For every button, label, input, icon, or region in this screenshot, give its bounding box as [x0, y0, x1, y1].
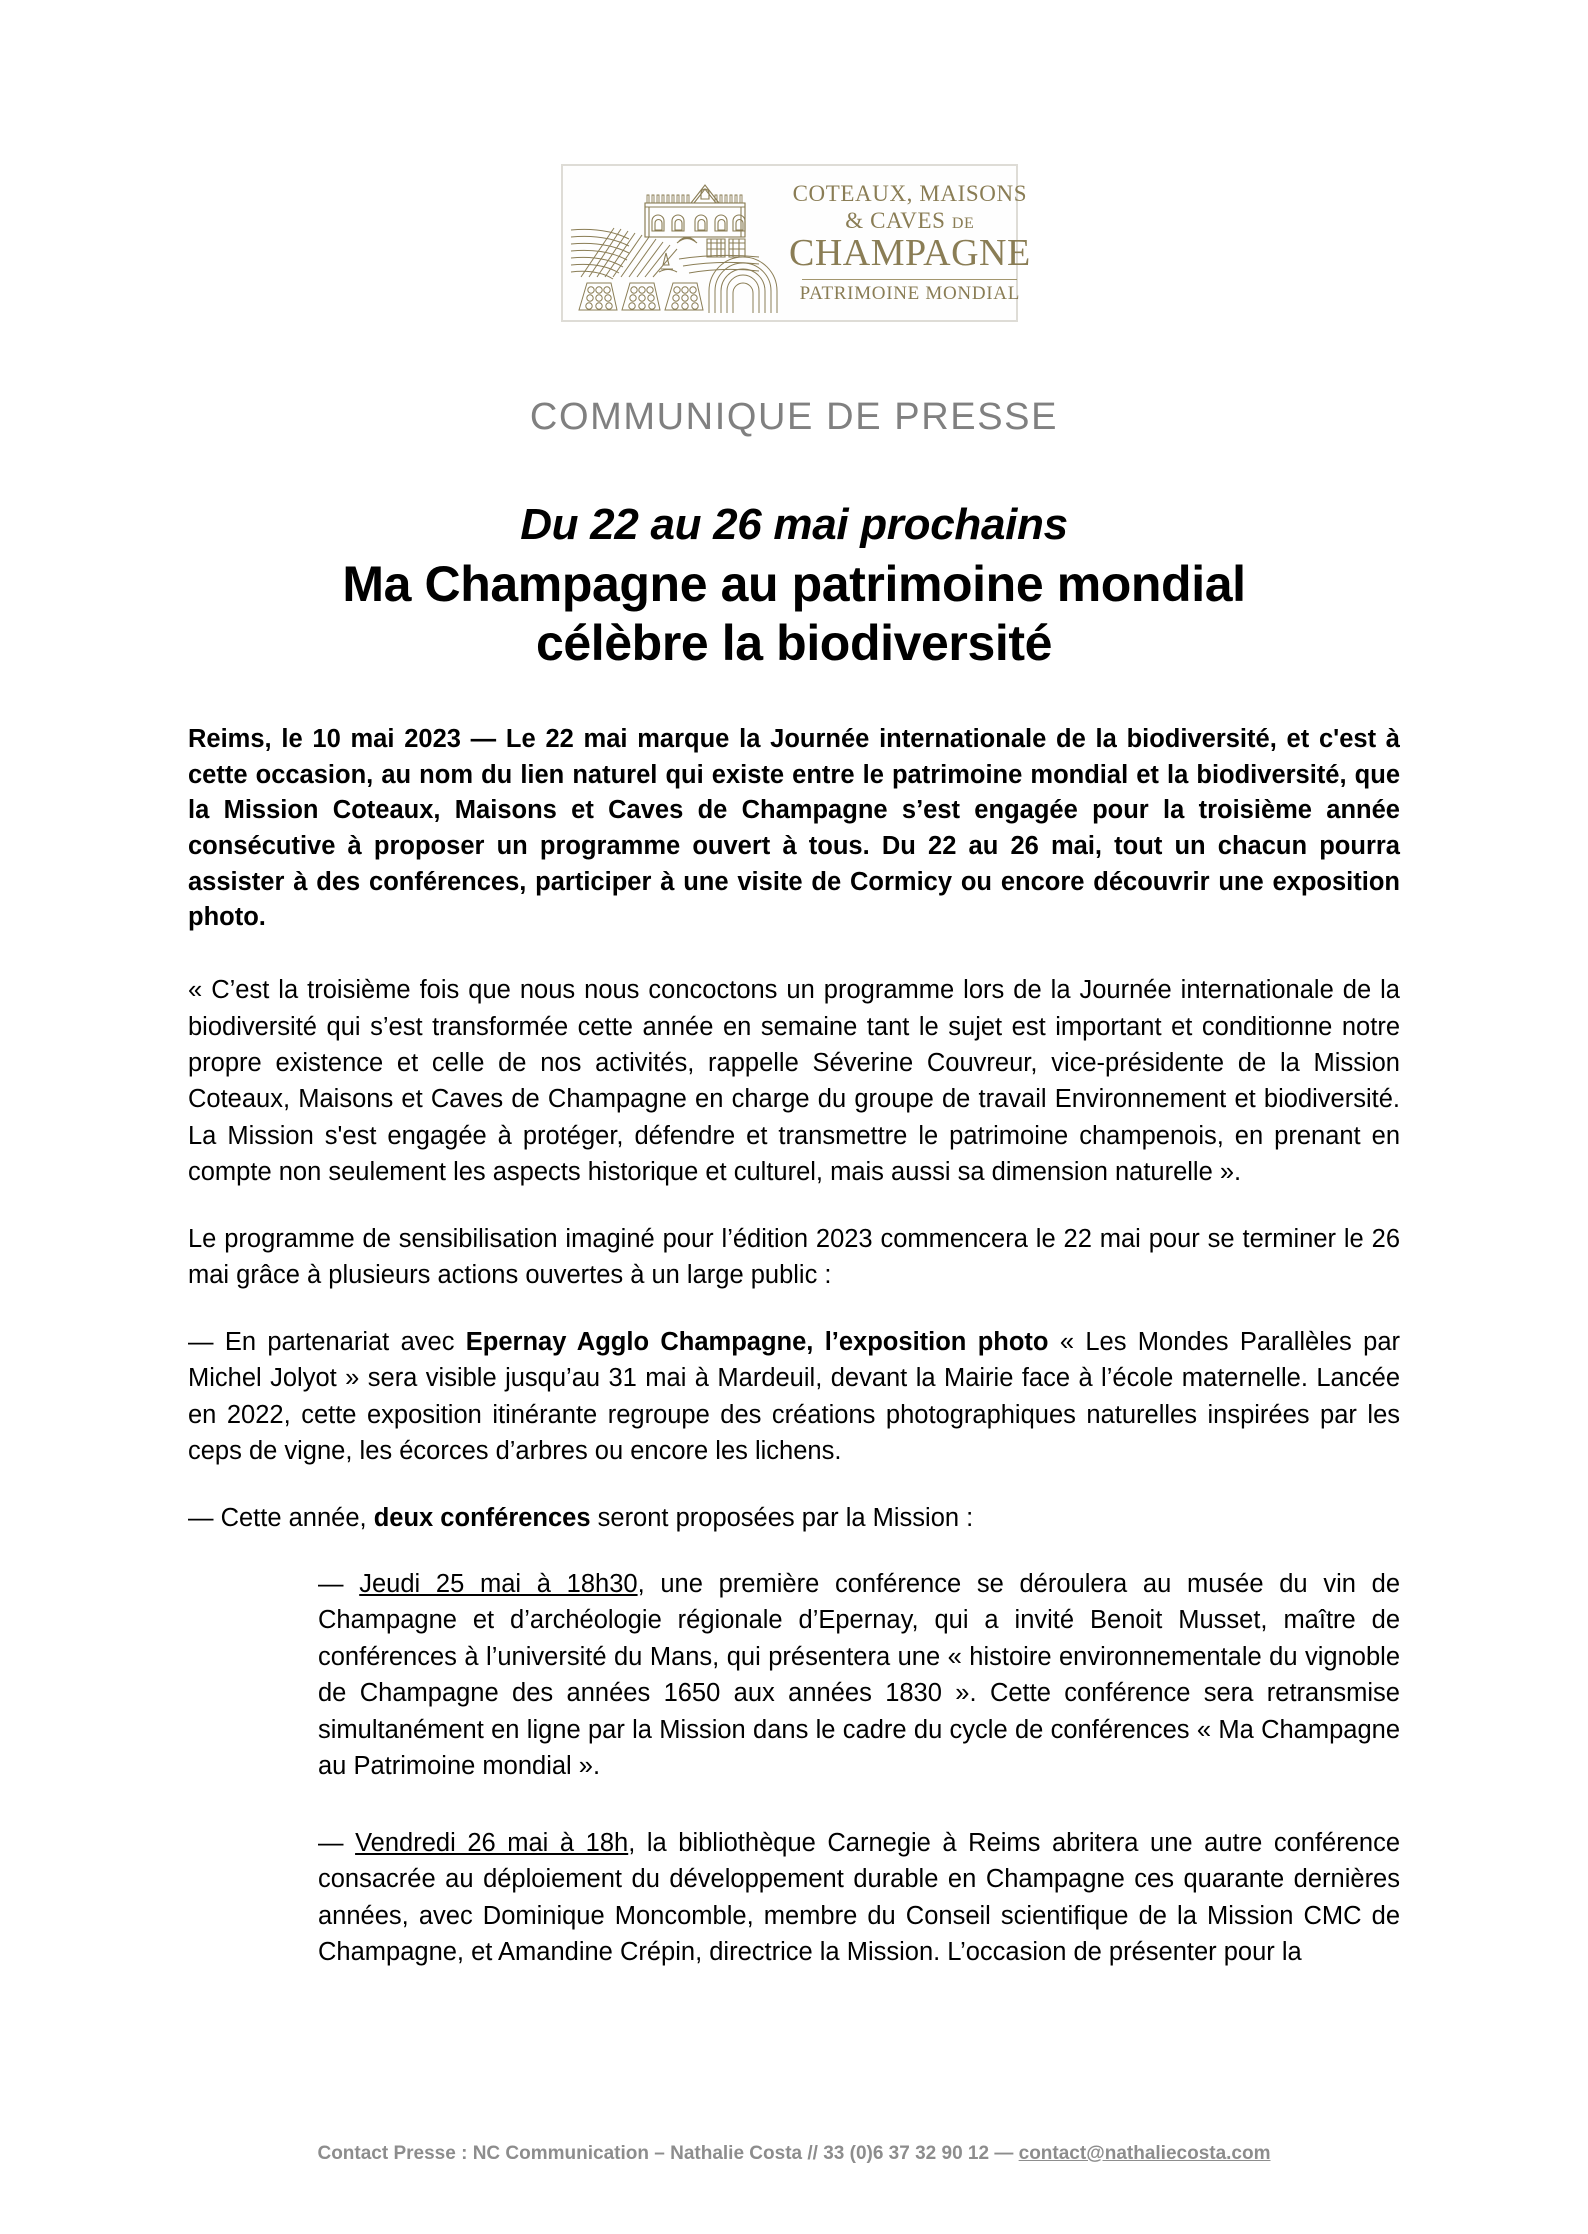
programme-paragraph: Le programme de sensibilisation imaginé pour l’édition 2023 commencera le 22 mai pour se terminer le 26 mai grâce à plusieurs actions ouvertes à un large public : — [188, 1224, 1400, 1290]
article-body — [188, 722, 1400, 2001]
vineyard-winery-illustration — [567, 173, 783, 313]
logo-line-1: COTEAUX, MAISONS — [792, 181, 1028, 207]
conference-2-text: , la bibliothèque Carnegie à Reims abritera une autre conférence consacrée au déploiement du développement durable en Champagne ces quarante dernières années, avec Dominique Moncomble, membre du Conseil scientifique de la Mission CMC de Champagne, et Amandine Crépin, directrice la Mission. L’occasion de présenter pour la — [318, 1828, 1400, 1967]
footer-text: Contact Presse : NC Communication – Nathalie Costa // 33 (0)6 37 32 90 12 — — [317, 2143, 1019, 2164]
logo-line-2b: DE — [951, 214, 975, 232]
title-block — [0, 500, 1588, 673]
lead-paragraph: Reims, le 10 mai 2023 — Le 22 mai marque la Journée internationale de la biodiversité, et c'est à cette occasion, au nom du lien naturel qui existe entre le patrimoine mondial et la biodiversité, que la Mission Coteaux, Maisons et Caves de Champagne s’est engagée pour la troisième année consécutive à proposer un programme ouvert à tous. Du 22 au 26 mai, tout un chacun pourra assister à des conférences, participer à une visite de Cormicy ou encore découvrir une exposition photo. — [188, 725, 1400, 932]
exposition-bold: Epernay Agglo Champagne, l’exposition photo — [465, 1327, 1049, 1356]
organization-logo — [561, 164, 1031, 322]
title-dateline: Du 22 au 26 mai prochains — [520, 500, 1068, 549]
exposition-rest: « Les Mondes Parallèles par Michel Jolyot » sera visible jusqu’au 31 mai à Mardeuil, devant la Mairie face à l’école maternelle. Lancée en 2022, cette exposition itinérante regroupe des créations photographiques naturelles inspirées par les ceps de vigne, les écorces d’arbres ou encore les lichens. — [188, 1327, 1400, 1466]
conference-item-2 — [188, 1825, 1400, 1971]
exposition-paragraph — [188, 1324, 1400, 1470]
conferences-intro-prefix: — Cette année, — [188, 1503, 374, 1532]
conference-1-text: , une première conférence se déroulera au musée du vin de Champagne et d’archéologie régionale d’Epernay, qui a invité Benoit Musset, maître de conférences à l’université du Mans, qui présentera une « histoire environnementale du vignoble de Champagne des années 1650 aux années 1830 ». Cette conférence sera retransmise simultanément en ligne par la Mission dans le cadre du cycle de conférences « Ma Champagne au Patrimoine mondial ». — [318, 1570, 1400, 1781]
press-release-kicker: COMMUNIQUE DE PRESSE — [529, 396, 1059, 438]
footer-contact — [0, 2143, 1588, 2165]
conference-2-date: Vendredi 26 mai à 18h — [355, 1828, 629, 1857]
logo-wordmark — [783, 182, 1039, 303]
quote-paragraph: « C’est la troisième fois que nous nous concoctons un programme lors de la Journée internationale de la biodiversité qui s’est transformée cette année en semaine tant le sujet est important et conditionne notre propre existence et celle de nos activités, rappelle Séverine Couvreur, vice-présidente de la Mission Coteaux, Maisons et Caves de Champagne en charge du groupe de travail Environnement et biodiversité. La Mission s'est engagée à protéger, défendre et transmettre le patrimoine champenois, en prenant en compte non seulement les aspects historique et culturel, mais aussi sa dimension naturelle ». — [188, 976, 1400, 1187]
logo-line-2 — [845, 209, 974, 233]
conference-1-dash: — — [318, 1570, 360, 1599]
exposition-prefix: — En partenariat avec — [188, 1327, 466, 1356]
conference-1-date: Jeudi 25 mai à 18h30 — [359, 1570, 638, 1599]
page-title-line-2: célèbre la biodiversité — [535, 615, 1053, 672]
logo-line-4: PATRIMOINE MONDIAL — [799, 282, 1021, 304]
conferences-intro-bold: deux conférences — [373, 1503, 591, 1532]
page-title — [0, 555, 1588, 673]
logo-divider — [802, 279, 1017, 280]
logo-line-3: CHAMPAGNE — [789, 231, 1031, 274]
footer-email-link[interactable]: contact@nathaliecosta.com — [1018, 2143, 1271, 2164]
page-title-line-1: Ma Champagne au patrimoine mondial — [342, 556, 1246, 613]
conference-2-dash: — — [318, 1828, 356, 1857]
conferences-intro-rest: seront proposées par la Mission : — [590, 1503, 974, 1532]
conferences-intro — [188, 1500, 1400, 1536]
conference-item-1 — [188, 1566, 1400, 1785]
logo-line-2a: & CAVES — [845, 207, 946, 233]
